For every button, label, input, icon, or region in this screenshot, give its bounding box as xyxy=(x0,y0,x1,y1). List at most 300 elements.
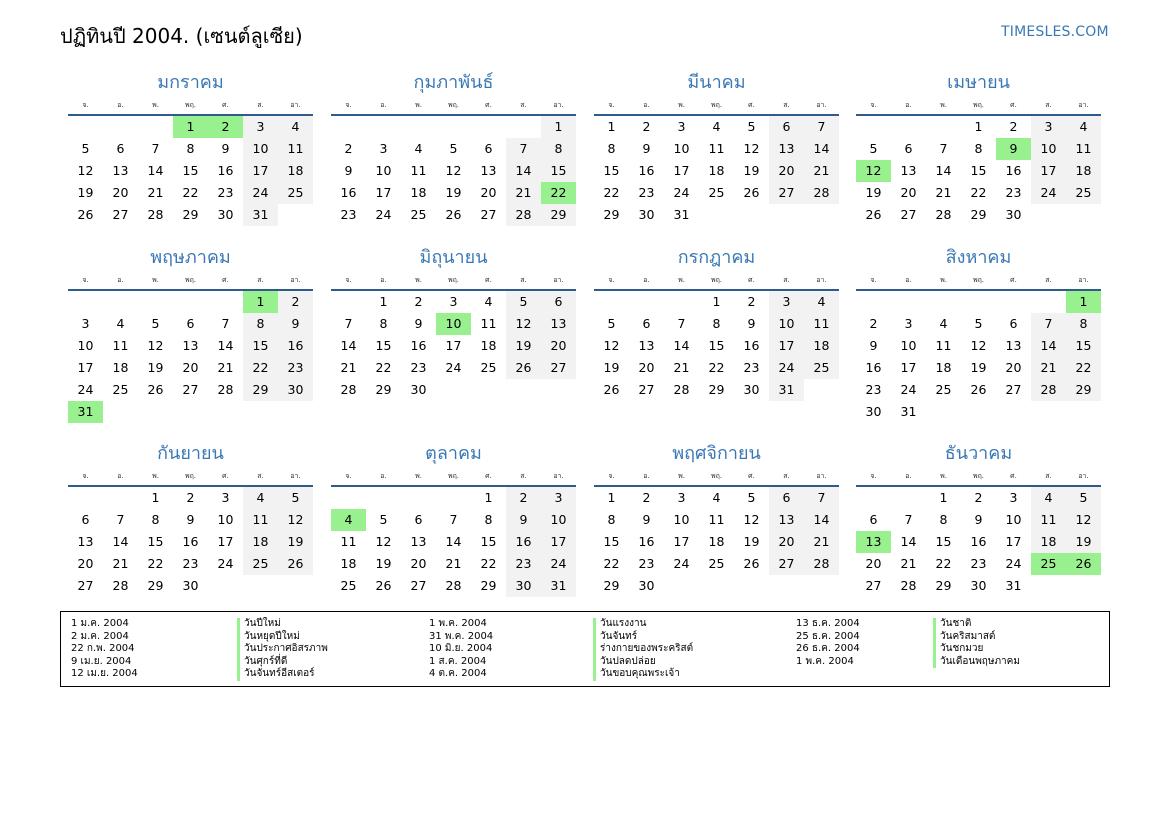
empty-cell xyxy=(891,487,926,509)
day-cell: 7 xyxy=(116,512,125,527)
weekday-label: ศ. xyxy=(222,275,229,284)
day-cell: 12 xyxy=(603,338,620,353)
month-name: กุมภาพันธ์ xyxy=(413,72,494,93)
day-cell: 10 xyxy=(769,313,804,335)
day-cell: 22 xyxy=(603,556,620,571)
day-cell: 1 xyxy=(712,294,721,309)
day-cell: 18 xyxy=(935,360,952,375)
day-cell: 3 xyxy=(243,116,278,138)
day-cell: 17 xyxy=(673,534,690,549)
day-cell: 8 xyxy=(939,512,948,527)
day-cell: 12 xyxy=(743,512,760,527)
day-cell: 16 xyxy=(410,338,427,353)
day-cell: 7 xyxy=(939,141,948,156)
day-cell: 16 xyxy=(638,534,655,549)
day-cell: 4 xyxy=(804,291,839,313)
weekday-label: พฤ. xyxy=(972,100,985,109)
day-cell: 11 xyxy=(410,163,427,178)
day-cell: 10 xyxy=(900,338,917,353)
weekday-label: พ. xyxy=(940,100,947,109)
day-cell: 27 xyxy=(638,382,655,397)
day-cell: 2 xyxy=(1009,119,1018,134)
day-cell: 29 xyxy=(480,578,497,593)
day-cell: 11 xyxy=(1066,138,1101,160)
day-cell: 23 xyxy=(217,185,234,200)
day-cell: 12 xyxy=(77,163,94,178)
day-cell: 19 xyxy=(743,163,760,178)
day-cell: 15 xyxy=(970,163,987,178)
day-cell: 2 xyxy=(642,119,651,134)
day-cell: 24 xyxy=(673,556,690,571)
day-cell: 17 xyxy=(1005,534,1022,549)
day-cell: 14 xyxy=(673,338,690,353)
day-cell: 20 xyxy=(410,556,427,571)
day-cell: 17 xyxy=(243,160,278,182)
day-cell: 20 xyxy=(865,556,882,571)
empty-cell xyxy=(629,291,664,313)
weekday-label: พ. xyxy=(152,100,159,109)
day-cell: 21 xyxy=(147,185,164,200)
day-cell: 3 xyxy=(379,141,388,156)
day-cell: 19 xyxy=(1066,531,1101,553)
holiday-day-cell: 9 xyxy=(996,138,1031,160)
day-cell: 7 xyxy=(506,138,541,160)
day-cell: 6 xyxy=(414,512,423,527)
legend-holiday-name: วันชกมวย xyxy=(933,643,1020,656)
day-cell: 27 xyxy=(410,578,427,593)
day-cell: 29 xyxy=(603,578,620,593)
weekday-label: อา. xyxy=(553,275,564,284)
legend-holiday-name: วันจันทร์อีสเตอร์ xyxy=(237,668,328,681)
day-cell: 8 xyxy=(607,512,616,527)
day-cell: 9 xyxy=(414,316,423,331)
day-cell: 28 xyxy=(673,382,690,397)
day-cell: 4 xyxy=(1066,116,1101,138)
day-cell: 30 xyxy=(638,578,655,593)
weekday-label: จ. xyxy=(345,275,352,284)
weekday-label: อา. xyxy=(1078,100,1089,109)
day-cell: 25 xyxy=(410,207,427,222)
day-cell: 23 xyxy=(970,556,987,571)
day-cell: 23 xyxy=(638,556,655,571)
day-cell: 20 xyxy=(182,360,199,375)
day-cell: 24 xyxy=(445,360,462,375)
day-cell: 30 xyxy=(410,382,427,397)
day-grid xyxy=(594,291,839,401)
legend-holiday-name: วันปลดปล่อย xyxy=(593,656,693,669)
legend-holiday-name: วันคริสมาสต์ xyxy=(933,631,1020,644)
day-cell: 8 xyxy=(712,316,721,331)
day-cell: 17 xyxy=(375,185,392,200)
day-cell: 8 xyxy=(541,138,576,160)
weekday-label: ส. xyxy=(783,100,790,109)
day-cell: 19 xyxy=(506,335,541,357)
day-cell: 5 xyxy=(506,291,541,313)
day-cell: 16 xyxy=(278,335,313,357)
legend-dates-3 xyxy=(796,618,860,668)
day-cell: 11 xyxy=(935,338,952,353)
day-cell: 14 xyxy=(340,338,357,353)
day-grid xyxy=(68,291,313,423)
day-cell: 18 xyxy=(804,335,839,357)
day-cell: 3 xyxy=(1009,490,1018,505)
day-cell: 22 xyxy=(1066,357,1101,379)
day-cell: 28 xyxy=(112,578,129,593)
day-cell: 21 xyxy=(506,182,541,204)
weekday-header xyxy=(856,467,1101,487)
day-cell: 29 xyxy=(970,207,987,222)
weekday-label: จ. xyxy=(82,100,89,109)
day-grid xyxy=(68,116,313,226)
day-cell: 15 xyxy=(147,534,164,549)
day-cell: 22 xyxy=(243,357,278,379)
day-cell: 28 xyxy=(900,578,917,593)
day-cell: 14 xyxy=(935,163,952,178)
day-cell: 15 xyxy=(708,338,725,353)
day-cell: 13 xyxy=(638,338,655,353)
day-cell: 26 xyxy=(743,185,760,200)
day-cell: 29 xyxy=(147,578,164,593)
day-cell: 3 xyxy=(677,119,686,134)
day-cell: 6 xyxy=(769,487,804,509)
day-cell: 26 xyxy=(278,553,313,575)
day-cell: 31 xyxy=(243,204,278,226)
day-cell: 28 xyxy=(1031,379,1066,401)
empty-cell xyxy=(1031,291,1066,313)
day-cell: 27 xyxy=(769,553,804,575)
day-cell: 4 xyxy=(484,294,493,309)
weekday-label: พ. xyxy=(415,100,422,109)
day-cell: 16 xyxy=(970,534,987,549)
day-cell: 12 xyxy=(1066,509,1101,531)
weekday-label: พ. xyxy=(940,471,947,480)
day-cell: 29 xyxy=(1066,379,1101,401)
day-cell: 16 xyxy=(506,531,541,553)
holiday-day-cell: 10 xyxy=(436,313,471,335)
day-cell: 7 xyxy=(804,487,839,509)
day-cell: 31 xyxy=(1005,578,1022,593)
day-cell: 27 xyxy=(112,207,129,222)
day-cell: 7 xyxy=(677,316,686,331)
day-cell: 20 xyxy=(1005,360,1022,375)
day-cell: 22 xyxy=(480,556,497,571)
day-cell: 22 xyxy=(182,185,199,200)
day-cell: 5 xyxy=(747,119,756,134)
legend-holiday-name: วันปีใหม่ xyxy=(237,618,328,631)
day-cell: 24 xyxy=(900,382,917,397)
weekday-header xyxy=(68,271,313,291)
day-cell: 2 xyxy=(642,490,651,505)
day-cell: 28 xyxy=(445,578,462,593)
day-cell: 13 xyxy=(541,313,576,335)
day-cell: 10 xyxy=(1031,138,1066,160)
weekday-label: พ. xyxy=(678,100,685,109)
day-cell: 2 xyxy=(278,291,313,313)
day-cell: 3 xyxy=(677,490,686,505)
legend-holiday-name: วันชาติ xyxy=(933,618,1020,631)
day-cell: 10 xyxy=(77,338,94,353)
day-cell: 27 xyxy=(541,357,576,379)
legend-holiday-name: วันเดือนพฤษภาคม xyxy=(933,656,1020,669)
day-cell: 17 xyxy=(900,360,917,375)
day-cell: 9 xyxy=(221,141,230,156)
day-cell: 24 xyxy=(77,382,94,397)
weekday-label: พ. xyxy=(678,275,685,284)
day-cell: 19 xyxy=(278,531,313,553)
weekday-label: อ. xyxy=(905,100,912,109)
day-cell: 30 xyxy=(638,207,655,222)
day-cell: 13 xyxy=(769,509,804,531)
day-cell: 4 xyxy=(414,141,423,156)
day-cell: 2 xyxy=(974,490,983,505)
day-cell: 11 xyxy=(112,338,129,353)
day-cell: 24 xyxy=(217,556,234,571)
day-cell: 7 xyxy=(221,316,230,331)
day-cell: 17 xyxy=(541,531,576,553)
day-grid xyxy=(68,487,313,597)
day-cell: 20 xyxy=(900,185,917,200)
legend-date: 13 ธ.ค. 2004 xyxy=(796,618,860,629)
day-cell: 20 xyxy=(541,335,576,357)
day-cell: 13 xyxy=(112,163,129,178)
day-cell: 29 xyxy=(243,379,278,401)
weekday-header xyxy=(594,467,839,487)
weekday-label: ส. xyxy=(1045,471,1052,480)
day-cell: 19 xyxy=(147,360,164,375)
day-cell: 20 xyxy=(480,185,497,200)
day-cell: 6 xyxy=(484,141,493,156)
day-cell: 16 xyxy=(1005,163,1022,178)
day-cell: 18 xyxy=(1031,531,1066,553)
day-cell: 28 xyxy=(804,182,839,204)
day-cell: 18 xyxy=(480,338,497,353)
weekday-header xyxy=(68,467,313,487)
day-cell: 15 xyxy=(480,534,497,549)
legend-holiday-name: วันจันทร์ xyxy=(593,631,693,644)
day-cell: 1 xyxy=(607,119,616,134)
month-calendar xyxy=(594,245,839,401)
day-cell: 6 xyxy=(904,141,913,156)
day-cell: 28 xyxy=(217,382,234,397)
legend-date: 9 เม.ย. 2004 xyxy=(71,655,132,667)
day-cell: 30 xyxy=(743,382,760,397)
day-cell: 17 xyxy=(217,534,234,549)
day-cell: 29 xyxy=(182,207,199,222)
weekday-label: อา. xyxy=(1078,471,1089,480)
weekday-header xyxy=(68,96,313,116)
day-cell: 9 xyxy=(974,512,983,527)
day-cell: 19 xyxy=(865,185,882,200)
day-cell: 7 xyxy=(904,512,913,527)
day-cell: 25 xyxy=(480,360,497,375)
day-cell: 7 xyxy=(804,116,839,138)
day-cell: 19 xyxy=(77,185,94,200)
day-cell: 21 xyxy=(217,360,234,375)
legend-date: 2 ม.ค. 2004 xyxy=(71,630,129,642)
weekday-label: พฤ. xyxy=(447,100,460,109)
empty-cell xyxy=(594,291,629,313)
day-cell: 11 xyxy=(340,534,357,549)
month-calendar xyxy=(331,70,576,226)
day-cell: 5 xyxy=(379,512,388,527)
day-cell: 25 xyxy=(112,382,129,397)
day-cell: 6 xyxy=(116,141,125,156)
weekday-header xyxy=(594,271,839,291)
day-cell: 15 xyxy=(541,160,576,182)
empty-cell xyxy=(996,291,1031,313)
day-cell: 27 xyxy=(182,382,199,397)
day-cell: 13 xyxy=(900,163,917,178)
legend-names-2 xyxy=(593,618,693,681)
day-cell: 2 xyxy=(414,294,423,309)
month-calendar xyxy=(594,70,839,226)
day-cell: 23 xyxy=(278,357,313,379)
day-cell: 20 xyxy=(77,556,94,571)
day-cell: 30 xyxy=(1005,207,1022,222)
legend-dates-1 xyxy=(71,618,138,681)
day-cell: 27 xyxy=(865,578,882,593)
weekday-label: พฤ. xyxy=(184,275,197,284)
day-cell: 27 xyxy=(77,578,94,593)
weekday-label: อ. xyxy=(643,100,650,109)
day-cell: 18 xyxy=(243,531,278,553)
day-cell: 11 xyxy=(708,141,725,156)
day-cell: 29 xyxy=(375,382,392,397)
month-name: เมษายน xyxy=(947,72,1010,93)
legend-date: 31 พ.ค. 2004 xyxy=(429,630,494,642)
day-cell: 5 xyxy=(747,490,756,505)
day-cell: 6 xyxy=(642,316,651,331)
day-cell: 14 xyxy=(217,338,234,353)
day-cell: 4 xyxy=(712,119,721,134)
day-cell: 22 xyxy=(970,185,987,200)
empty-cell xyxy=(436,487,471,509)
day-grid xyxy=(856,487,1101,597)
day-cell: 14 xyxy=(804,509,839,531)
day-cell: 25 xyxy=(278,182,313,204)
day-cell: 14 xyxy=(900,534,917,549)
day-cell: 19 xyxy=(375,556,392,571)
weekday-label: ศ. xyxy=(1010,100,1017,109)
day-cell: 5 xyxy=(1066,487,1101,509)
weekday-label: พฤ. xyxy=(710,275,723,284)
weekday-label: อา. xyxy=(1078,275,1089,284)
day-cell: 9 xyxy=(642,512,651,527)
weekday-label: พ. xyxy=(415,275,422,284)
empty-cell xyxy=(401,116,436,138)
day-cell: 22 xyxy=(147,556,164,571)
day-cell: 6 xyxy=(541,291,576,313)
day-cell: 7 xyxy=(449,512,458,527)
day-cell: 26 xyxy=(743,556,760,571)
day-cell: 16 xyxy=(217,163,234,178)
empty-cell xyxy=(68,116,103,138)
day-grid xyxy=(856,291,1101,423)
weekday-label: พฤ. xyxy=(447,275,460,284)
day-cell: 28 xyxy=(340,382,357,397)
day-cell: 18 xyxy=(112,360,129,375)
day-cell: 1 xyxy=(484,490,493,505)
empty-cell xyxy=(471,116,506,138)
day-cell: 17 xyxy=(77,360,94,375)
weekday-label: ส. xyxy=(520,275,527,284)
empty-cell xyxy=(436,116,471,138)
month-calendar xyxy=(68,70,313,226)
weekday-label: อ. xyxy=(643,275,650,284)
day-cell: 23 xyxy=(410,360,427,375)
day-cell: 13 xyxy=(77,534,94,549)
day-cell: 5 xyxy=(607,316,616,331)
day-cell: 9 xyxy=(344,163,353,178)
day-cell: 9 xyxy=(506,509,541,531)
empty-cell xyxy=(331,116,366,138)
day-cell: 4 xyxy=(712,490,721,505)
empty-cell xyxy=(926,116,961,138)
day-cell: 3 xyxy=(904,316,913,331)
legend-date: 1 ม.ค. 2004 xyxy=(71,618,129,629)
day-cell: 26 xyxy=(865,207,882,222)
day-cell: 23 xyxy=(743,360,760,375)
holiday-day-cell: 1 xyxy=(243,291,278,313)
weekday-label: ส. xyxy=(783,275,790,284)
weekday-label: ส. xyxy=(520,100,527,109)
day-cell: 27 xyxy=(480,207,497,222)
empty-cell xyxy=(68,487,103,509)
day-cell: 20 xyxy=(769,531,804,553)
weekday-label: ศ. xyxy=(485,275,492,284)
day-grid xyxy=(594,487,839,597)
day-cell: 14 xyxy=(147,163,164,178)
day-cell: 1 xyxy=(379,294,388,309)
legend-names-1 xyxy=(237,618,328,681)
weekday-label: อ. xyxy=(905,275,912,284)
day-cell: 11 xyxy=(243,509,278,531)
day-cell: 2 xyxy=(186,490,195,505)
day-cell: 12 xyxy=(445,163,462,178)
day-cell: 13 xyxy=(480,163,497,178)
day-cell: 21 xyxy=(900,556,917,571)
day-cell: 23 xyxy=(506,553,541,575)
day-cell: 3 xyxy=(221,490,230,505)
day-cell: 14 xyxy=(112,534,129,549)
day-cell: 30 xyxy=(278,379,313,401)
day-cell: 16 xyxy=(638,163,655,178)
weekday-label: ส. xyxy=(1045,100,1052,109)
day-cell: 21 xyxy=(804,160,839,182)
day-cell: 5 xyxy=(278,487,313,509)
day-cell: 31 xyxy=(769,379,804,401)
empty-cell xyxy=(961,291,996,313)
day-cell: 4 xyxy=(939,316,948,331)
day-cell: 21 xyxy=(445,556,462,571)
day-cell: 3 xyxy=(769,291,804,313)
weekday-label: พฤ. xyxy=(447,471,460,480)
day-cell: 15 xyxy=(603,534,620,549)
empty-cell xyxy=(103,291,138,313)
empty-cell xyxy=(891,116,926,138)
legend-holiday-name: วันหยุดปีใหม่ xyxy=(237,631,328,644)
legend-holiday-name: ร่างกายของพระคริสต์ xyxy=(593,643,693,656)
site-link[interactable]: TIMESLES.COM xyxy=(1001,24,1109,40)
holiday-day-cell: 13 xyxy=(856,531,891,553)
day-cell: 4 xyxy=(1031,487,1066,509)
day-cell: 25 xyxy=(804,357,839,379)
day-cell: 6 xyxy=(186,316,195,331)
weekday-label: จ. xyxy=(345,471,352,480)
day-cell: 1 xyxy=(151,490,160,505)
day-cell: 19 xyxy=(603,360,620,375)
day-cell: 12 xyxy=(147,338,164,353)
